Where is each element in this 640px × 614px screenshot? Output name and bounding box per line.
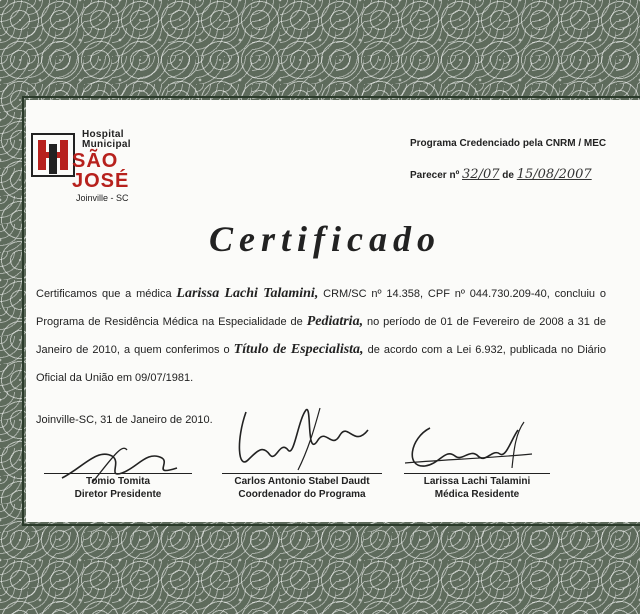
hospital-name-line2: JOSÉ (72, 170, 130, 192)
body-text-1: Certificamos que a médica (36, 288, 172, 300)
signatory-name-coordinator: Carlos Antonio Stabel Daudt (234, 476, 370, 487)
parecer-date-label: de (502, 170, 514, 181)
body-text-3: no período de 01 de Fevereiro de 2008 a 31 de Janeiro de 2010, a quem conferimos o (36, 316, 606, 356)
issue-date: Joinville-SC, 31 de Janeiro de 2010. (36, 414, 213, 426)
certificate-body (36, 280, 606, 392)
signature-line-resident (404, 473, 550, 474)
hospital-label: Hospital (82, 129, 124, 140)
doctor-name: Larissa Lachi Talamini, (176, 286, 319, 301)
parecer-label: Parecer nº (410, 170, 460, 181)
program-credential: Programa Credenciado pela CNRM / MEC (410, 138, 607, 149)
hospital-city: Joinville - SC (76, 193, 129, 203)
parecer-line (410, 167, 592, 182)
parecer-number: 32/07 (462, 167, 500, 182)
signatory-role-director: Diretor Presidente (74, 489, 162, 500)
signature-line-coordinator (222, 473, 382, 474)
hospital-name-line1: SÃO (72, 150, 119, 172)
parecer-date: 15/08/2007 (516, 167, 592, 182)
signatory-name-resident: Larissa Lachi Talamini (423, 476, 531, 487)
signature-coordinator (228, 400, 378, 475)
title-specialist: Título de Especialista, (233, 342, 364, 357)
signatory-role-resident: Médica Residente (434, 489, 520, 500)
hospital-type: Municipal (82, 139, 131, 150)
signature-line-director (44, 473, 192, 474)
specialty: Pediatria, (306, 314, 364, 329)
body-text-2: CRM/SC nº 14.358, CPF nº 044.730.209-40, concluiu o Programa de Residência Médica na Especialidade de (36, 288, 606, 328)
certificate-title: Certificado (209, 219, 441, 259)
hospital-logo (30, 132, 76, 178)
signatory-name-director: Tomio Tomita (85, 476, 151, 487)
body-text-4: de acordo com a Lei 6.932, publicada no Diário Oficial da União em 09/07/1981. (36, 344, 606, 384)
signatory-role-coordinator: Coordenador do Programa (238, 489, 366, 500)
signature-resident (400, 418, 540, 478)
